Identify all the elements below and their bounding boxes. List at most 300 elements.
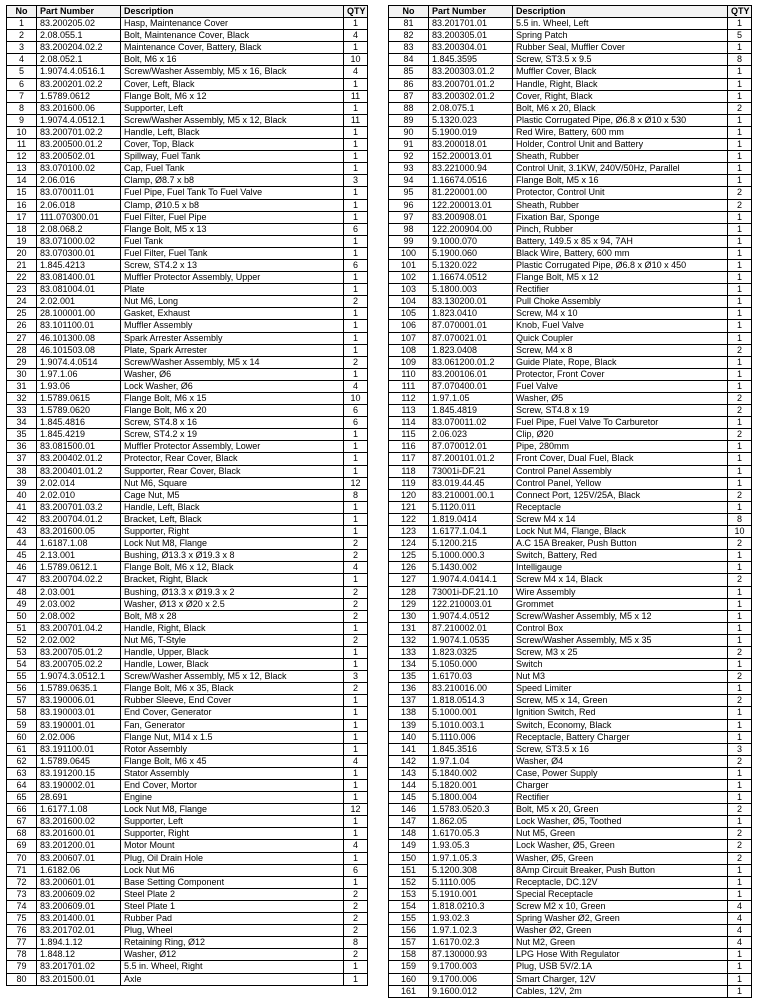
cell-no: 78	[7, 949, 37, 961]
table-row	[7, 102, 368, 114]
cell-no: 27	[7, 332, 37, 344]
cell-no: 113	[389, 405, 429, 417]
cell-part-number: 1.819.0414	[429, 513, 513, 525]
table-row	[389, 586, 752, 598]
cell-description: Screw, M4 x 8	[513, 344, 728, 356]
cell-qty: 1	[728, 114, 752, 126]
cell-description: Screw/Washer Assembly, M5 x 35	[513, 634, 728, 646]
table-row	[7, 876, 368, 888]
cell-qty: 2	[728, 671, 752, 683]
cell-description: Nut M6, T-Style	[121, 634, 344, 646]
cell-description: Rotor Assembly	[121, 743, 344, 755]
cell-part-number: 83.201600.02	[37, 816, 121, 828]
cell-part-number: 2.08.068.2	[37, 223, 121, 235]
cell-no: 138	[389, 707, 429, 719]
cell-description: Ignition Switch, Red	[513, 707, 728, 719]
cell-no: 91	[389, 139, 429, 151]
cell-part-number: 122.200904.00	[429, 223, 513, 235]
cell-description: Protector, Front Cover	[513, 368, 728, 380]
cell-qty: 1	[728, 780, 752, 792]
cell-part-number: 2.02.010	[37, 489, 121, 501]
cell-description: Nut M5, Green	[513, 828, 728, 840]
cell-no: 112	[389, 393, 429, 405]
cell-no: 46	[7, 562, 37, 574]
cell-part-number: 5.1200.215	[429, 538, 513, 550]
cell-qty: 1	[728, 163, 752, 175]
cell-description: Fan, Generator	[121, 719, 344, 731]
cell-description: Cables, 12V, 2m	[513, 985, 728, 997]
cell-part-number: 83.191200.15	[37, 767, 121, 779]
cell-part-number: 83.200609.02	[37, 888, 121, 900]
cell-part-number: 83.081400.01	[37, 272, 121, 284]
cell-qty: 1	[728, 586, 752, 598]
table-row	[7, 320, 368, 332]
cell-qty: 1	[344, 828, 368, 840]
cell-no: 99	[389, 235, 429, 247]
table-row	[389, 610, 752, 622]
cell-no: 156	[389, 925, 429, 937]
cell-part-number: 1.97.1.02.3	[429, 925, 513, 937]
cell-description: 5.5 in. Wheel, Right	[121, 961, 344, 973]
table-row	[7, 368, 368, 380]
cell-description: Retaining Ring, Ø12	[121, 937, 344, 949]
table-row	[7, 259, 368, 271]
table-row	[389, 634, 752, 646]
cell-qty: 4	[344, 30, 368, 42]
cell-qty: 3	[728, 743, 752, 755]
cell-part-number: 9.1700.006	[429, 973, 513, 985]
cell-no: 109	[389, 356, 429, 368]
cell-description: Flange Bolt, M6 x 20	[121, 405, 344, 417]
cell-part-number: 83.200705.02.2	[37, 659, 121, 671]
cell-qty: 1	[344, 187, 368, 199]
cell-qty: 8	[344, 937, 368, 949]
cell-no: 105	[389, 308, 429, 320]
cell-qty: 6	[344, 864, 368, 876]
cell-qty: 1	[728, 792, 752, 804]
header-no: No	[389, 6, 429, 18]
table-row	[7, 719, 368, 731]
table-row	[389, 574, 752, 586]
cell-no: 34	[7, 417, 37, 429]
cell-qty: 6	[344, 405, 368, 417]
cell-qty: 4	[728, 900, 752, 912]
table-row	[7, 925, 368, 937]
table-row	[389, 743, 752, 755]
table-row	[389, 332, 752, 344]
cell-no: 114	[389, 417, 429, 429]
cell-no: 66	[7, 804, 37, 816]
cell-description: Pinch, Rubber	[513, 223, 728, 235]
cell-part-number: 2.08.052.1	[37, 54, 121, 66]
cell-description: Receptacle, Battery Charger	[513, 731, 728, 743]
cell-qty: 10	[728, 526, 752, 538]
cell-qty: 2	[728, 755, 752, 767]
cell-part-number: 5.1050.000	[429, 659, 513, 671]
table-row	[7, 949, 368, 961]
table-row	[389, 30, 752, 42]
cell-no: 88	[389, 102, 429, 114]
cell-no: 5	[7, 66, 37, 78]
cell-qty: 1	[344, 199, 368, 211]
cell-no: 40	[7, 489, 37, 501]
table-row	[7, 284, 368, 296]
cell-no: 71	[7, 864, 37, 876]
cell-part-number: 73001i-DF.21	[429, 465, 513, 477]
cell-qty: 1	[728, 985, 752, 997]
cell-no: 20	[7, 247, 37, 259]
cell-part-number: 83.200305.01	[429, 30, 513, 42]
cell-no: 146	[389, 804, 429, 816]
table-row	[389, 598, 752, 610]
cell-description: Fuel Tank	[121, 235, 344, 247]
cell-description: Screw, ST4.8 x 16	[121, 417, 344, 429]
cell-description: Motor Mount	[121, 840, 344, 852]
cell-description: Sheath, Rubber	[513, 199, 728, 211]
cell-part-number: 83.200601.01	[37, 876, 121, 888]
cell-qty: 1	[728, 719, 752, 731]
cell-part-number: 1.6177.1.08	[37, 804, 121, 816]
table-row	[7, 538, 368, 550]
cell-qty: 2	[728, 574, 752, 586]
cell-part-number: 83.071000.02	[37, 235, 121, 247]
cell-qty: 1	[344, 695, 368, 707]
cell-no: 33	[7, 405, 37, 417]
cell-qty: 1	[344, 574, 368, 586]
cell-part-number: 83.200018.01	[429, 139, 513, 151]
cell-qty: 1	[344, 719, 368, 731]
cell-part-number: 83.210001.00.1	[429, 489, 513, 501]
cell-part-number: 1.848.12	[37, 949, 121, 961]
cell-no: 45	[7, 550, 37, 562]
table-row	[389, 792, 752, 804]
cell-description: Switch, Battery, Red	[513, 550, 728, 562]
cell-part-number: 1.9074.4.0512	[429, 610, 513, 622]
table-row	[7, 586, 368, 598]
cell-no: 65	[7, 792, 37, 804]
cell-no: 115	[389, 429, 429, 441]
table-row	[7, 429, 368, 441]
cell-description: Washer, Ø5, Green	[513, 852, 728, 864]
cell-qty: 2	[728, 405, 752, 417]
cell-description: Lock Washer, Ø6	[121, 380, 344, 392]
table-row	[7, 961, 368, 973]
cell-part-number: 1.9074.1.0535	[429, 634, 513, 646]
cell-qty: 1	[344, 453, 368, 465]
cell-no: 145	[389, 792, 429, 804]
table-row	[7, 90, 368, 102]
table-row	[389, 695, 752, 707]
table-row	[7, 175, 368, 187]
cell-description: Washer, Ø5	[513, 393, 728, 405]
cell-part-number: 1.818.0514.3	[429, 695, 513, 707]
table-row	[7, 308, 368, 320]
cell-part-number: 1.823.0408	[429, 344, 513, 356]
cell-no: 142	[389, 755, 429, 767]
cell-no: 121	[389, 501, 429, 513]
table-row	[389, 550, 752, 562]
cell-part-number: 83.200705.01.2	[37, 646, 121, 658]
cell-part-number: 83.019.44.45	[429, 477, 513, 489]
cell-description: Charger	[513, 780, 728, 792]
cell-description: Nut M3	[513, 671, 728, 683]
cell-qty: 1	[728, 66, 752, 78]
cell-part-number: 83.200609.01	[37, 900, 121, 912]
cell-qty: 1	[344, 272, 368, 284]
cell-part-number: 83.200205.02	[37, 18, 121, 30]
cell-part-number: 83.200701.01.2	[429, 78, 513, 90]
cell-description: Cover, Left, Black	[121, 78, 344, 90]
table-row	[7, 199, 368, 211]
cell-qty: 1	[728, 320, 752, 332]
cell-description: Bushing, Ø13.3 x Ø19.3 x 8	[121, 550, 344, 562]
cell-description: Bolt, M6 x 16	[121, 54, 344, 66]
cell-part-number: 5.1110.005	[429, 876, 513, 888]
table-row	[389, 949, 752, 961]
cell-part-number: 1.5789.0635.1	[37, 683, 121, 695]
cell-part-number: 2.02.006	[37, 731, 121, 743]
cell-description: Flange Nut, M14 x 1.5	[121, 731, 344, 743]
cell-description: Handle, Right, Black	[513, 78, 728, 90]
table-row	[389, 126, 752, 138]
cell-no: 1	[7, 18, 37, 30]
cell-description: Fuel Valve	[513, 380, 728, 392]
cell-no: 141	[389, 743, 429, 755]
cell-no: 108	[389, 344, 429, 356]
table-row	[389, 405, 752, 417]
cell-no: 4	[7, 54, 37, 66]
cell-description: Rectifier	[513, 792, 728, 804]
cell-no: 100	[389, 247, 429, 259]
cell-part-number: 1.845.3595	[429, 54, 513, 66]
table-row	[389, 393, 752, 405]
table-row	[7, 888, 368, 900]
cell-no: 57	[7, 695, 37, 707]
table-row	[389, 816, 752, 828]
cell-no: 154	[389, 900, 429, 912]
table-row	[389, 187, 752, 199]
cell-part-number: 81.220001.00	[429, 187, 513, 199]
table-row	[389, 477, 752, 489]
table-row	[7, 731, 368, 743]
cell-description: Lock Nut M8, Flange	[121, 804, 344, 816]
cell-no: 133	[389, 646, 429, 658]
cell-description: Axle	[121, 973, 344, 985]
cell-description: Lock Washer, Ø5, Toothed	[513, 816, 728, 828]
cell-description: Grommet	[513, 598, 728, 610]
table-row	[7, 683, 368, 695]
cell-no: 131	[389, 622, 429, 634]
cell-description: Gasket, Exhaust	[121, 308, 344, 320]
cell-no: 22	[7, 272, 37, 284]
cell-qty: 1	[344, 247, 368, 259]
table-row	[389, 913, 752, 925]
cell-no: 119	[389, 477, 429, 489]
cell-part-number: 83.130200.01	[429, 296, 513, 308]
cell-description: Screw, ST4.8 x 19	[513, 405, 728, 417]
cell-qty: 1	[344, 126, 368, 138]
table-row	[7, 707, 368, 719]
cell-part-number: 83.201400.01	[37, 913, 121, 925]
cell-description: Muffler Protector Assembly, Upper	[121, 272, 344, 284]
cell-part-number: 83.200502.01	[37, 151, 121, 163]
cell-description: Cage Nut, M5	[121, 489, 344, 501]
cell-no: 32	[7, 393, 37, 405]
cell-part-number: 1.97.1.06	[37, 368, 121, 380]
table-row	[7, 187, 368, 199]
cell-qty: 1	[728, 175, 752, 187]
table-row	[389, 852, 752, 864]
cell-part-number: 1.93.05.3	[429, 840, 513, 852]
cell-description: Hasp, Maintenance Cover	[121, 18, 344, 30]
cell-no: 143	[389, 767, 429, 779]
cell-part-number: 1.5789.0645	[37, 755, 121, 767]
cell-no: 128	[389, 586, 429, 598]
cell-description: Screw, ST3.5 x 16	[513, 743, 728, 755]
cell-no: 90	[389, 126, 429, 138]
cell-no: 97	[389, 211, 429, 223]
cell-part-number: 9.1700.003	[429, 961, 513, 973]
cell-no: 153	[389, 888, 429, 900]
cell-part-number: 1.823.0325	[429, 646, 513, 658]
cell-qty: 1	[728, 731, 752, 743]
cell-description: Handle, Right, Black	[121, 622, 344, 634]
table-row	[389, 417, 752, 429]
table-row	[7, 646, 368, 658]
table-row	[389, 259, 752, 271]
cell-description: Quick Coupler	[513, 332, 728, 344]
cell-no: 62	[7, 755, 37, 767]
cell-no: 30	[7, 368, 37, 380]
cell-qty: 1	[728, 501, 752, 513]
table-row	[389, 755, 752, 767]
cell-part-number: 5.1820.001	[429, 780, 513, 792]
table-row	[7, 767, 368, 779]
cell-description: Smart Charger, 12V	[513, 973, 728, 985]
cell-no: 58	[7, 707, 37, 719]
table-row	[7, 864, 368, 876]
cell-part-number: 1.5789.0615	[37, 393, 121, 405]
cell-part-number: 87.070012.01	[429, 441, 513, 453]
cell-no: 94	[389, 175, 429, 187]
cell-description: Maintenance Cover, Battery, Black	[121, 42, 344, 54]
cell-part-number: 5.1320.022	[429, 259, 513, 271]
cell-no: 122	[389, 513, 429, 525]
cell-no: 140	[389, 731, 429, 743]
table-row	[7, 792, 368, 804]
cell-no: 137	[389, 695, 429, 707]
cell-part-number: 1.5789.0612.1	[37, 562, 121, 574]
table-row	[389, 562, 752, 574]
cell-no: 7	[7, 90, 37, 102]
cell-description: Cover, Right, Black	[513, 90, 728, 102]
cell-qty: 1	[344, 344, 368, 356]
cell-qty: 1	[344, 163, 368, 175]
table-row	[389, 163, 752, 175]
cell-description: Washer, Ø4	[513, 755, 728, 767]
cell-qty: 2	[344, 598, 368, 610]
cell-part-number: 5.1120.011	[429, 501, 513, 513]
cell-no: 95	[389, 187, 429, 199]
cell-part-number: 83.070011.02	[429, 417, 513, 429]
table-row	[389, 235, 752, 247]
cell-description: Base Setting Component	[121, 876, 344, 888]
table-row	[389, 840, 752, 852]
cell-description: Supporter, Right	[121, 526, 344, 538]
cell-description: Muffler Assembly	[121, 320, 344, 332]
cell-qty: 1	[344, 961, 368, 973]
cell-no: 81	[389, 18, 429, 30]
cell-description: Screw, ST3.5 x 9.5	[513, 54, 728, 66]
table-header-row	[7, 6, 368, 18]
cell-description: Flange Bolt, M6 x 12	[121, 90, 344, 102]
cell-description: Flange Bolt, M5 x 16	[513, 175, 728, 187]
cell-part-number: 83.201701.01	[429, 18, 513, 30]
cell-description: Red Wire, Battery, 600 mm	[513, 126, 728, 138]
cell-description: 8Amp Circuit Breaker, Push Button	[513, 864, 728, 876]
cell-no: 13	[7, 163, 37, 175]
cell-qty: 2	[344, 634, 368, 646]
cell-no: 157	[389, 937, 429, 949]
cell-no: 53	[7, 646, 37, 658]
cell-part-number: 83.201600.01	[37, 828, 121, 840]
cell-description: Fuel Pipe, Fuel Valve To Carburetor	[513, 417, 728, 429]
table-row	[7, 66, 368, 78]
cell-part-number: 1.16674.0512	[429, 272, 513, 284]
cell-description: Muffler Cover, Black	[513, 66, 728, 78]
cell-description: Rubber Seal, Muffler Cover	[513, 42, 728, 54]
cell-description: Lock Nut M6	[121, 864, 344, 876]
cell-part-number: 5.1010.003.1	[429, 719, 513, 731]
cell-no: 17	[7, 211, 37, 223]
cell-qty: 1	[728, 888, 752, 900]
cell-qty: 2	[344, 356, 368, 368]
table-row	[389, 308, 752, 320]
cell-part-number: 2.02.002	[37, 634, 121, 646]
table-row	[389, 114, 752, 126]
cell-no: 118	[389, 465, 429, 477]
cell-qty: 2	[728, 393, 752, 405]
cell-no: 28	[7, 344, 37, 356]
cell-description: Bolt, Maintenance Cover, Black	[121, 30, 344, 42]
cell-no: 12	[7, 151, 37, 163]
cell-qty: 6	[344, 417, 368, 429]
cell-no: 14	[7, 175, 37, 187]
cell-description: Plate	[121, 284, 344, 296]
cell-qty: 2	[344, 550, 368, 562]
cell-qty: 2	[728, 840, 752, 852]
cell-description: Plug, USB 5V/2.1A	[513, 961, 728, 973]
cell-no: 31	[7, 380, 37, 392]
cell-part-number: 1.97.1.05.3	[429, 852, 513, 864]
table-row	[389, 78, 752, 90]
cell-no: 59	[7, 719, 37, 731]
cell-part-number: 5.1320.023	[429, 114, 513, 126]
cell-qty: 1	[344, 816, 368, 828]
cell-no: 48	[7, 586, 37, 598]
cell-no: 8	[7, 102, 37, 114]
cell-no: 83	[389, 42, 429, 54]
cell-description: Screw M4 x 14	[513, 513, 728, 525]
cell-qty: 1	[728, 332, 752, 344]
cell-qty: 2	[344, 586, 368, 598]
cell-qty: 4	[344, 840, 368, 852]
cell-part-number: 83.200303.01.2	[429, 66, 513, 78]
cell-part-number: 1.16674.0516	[429, 175, 513, 187]
table-row	[7, 780, 368, 792]
table-row	[7, 513, 368, 525]
table-row	[389, 175, 752, 187]
